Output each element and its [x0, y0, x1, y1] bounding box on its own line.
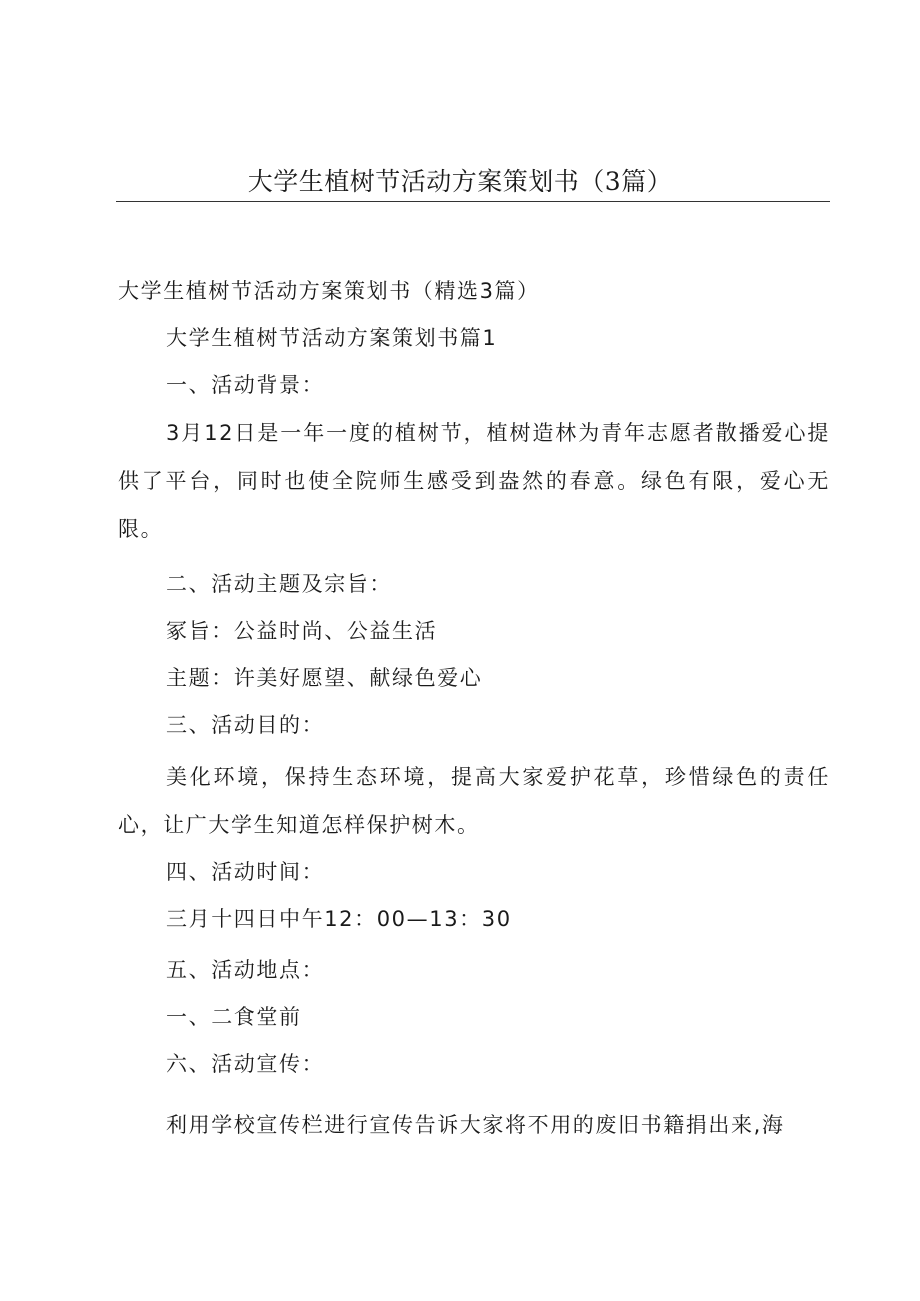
- heading-location: 五、活动地点：: [166, 958, 325, 982]
- document-body: [118, 268, 830, 1149]
- heading-publicity: 六、活动宣传：: [166, 1052, 325, 1076]
- paragraph-publicity: 利用学校宣传栏进行宣传告诉大家将不用的废旧书籍捐出来,海: [166, 1113, 785, 1137]
- paragraph-purpose-statement: 冢旨：公益时尚、公益生活: [166, 619, 438, 643]
- paragraph-goal: 美化环境，保持生态环境，提高大家爱护花草，珍惜绿色的责任心，让广大学生知道怎样保护树木。: [118, 765, 830, 837]
- heading-theme: 二、活动主题及宗旨：: [166, 572, 392, 596]
- paragraph-time: 三月十四日中午12：00—13：30: [166, 907, 512, 931]
- document-title: 大学生植树节活动方案策划书（3篇）: [247, 167, 673, 196]
- paragraph-location: 一、二食堂前: [166, 1005, 302, 1029]
- title-underline: [116, 201, 830, 202]
- paragraph-theme: 主题：许美好愿望、献绿色爱心: [166, 666, 483, 690]
- heading-time: 四、活动时间：: [166, 860, 325, 884]
- paragraph-background: 3月12日是一年一度的植树节，植树造林为青年志愿者散播爱心提供了平台，同时也使全院师生感受到盎然的春意。绿色有限，爱心无限。: [118, 421, 830, 541]
- heading-background: 一、活动背景：: [166, 373, 325, 397]
- section-title: 大学生植树节活动方案策划书篇1: [166, 326, 498, 350]
- document-subtitle: 大学生植树节活动方案策划书（精选3篇）: [118, 279, 540, 303]
- heading-goal: 三、活动目的：: [166, 713, 325, 737]
